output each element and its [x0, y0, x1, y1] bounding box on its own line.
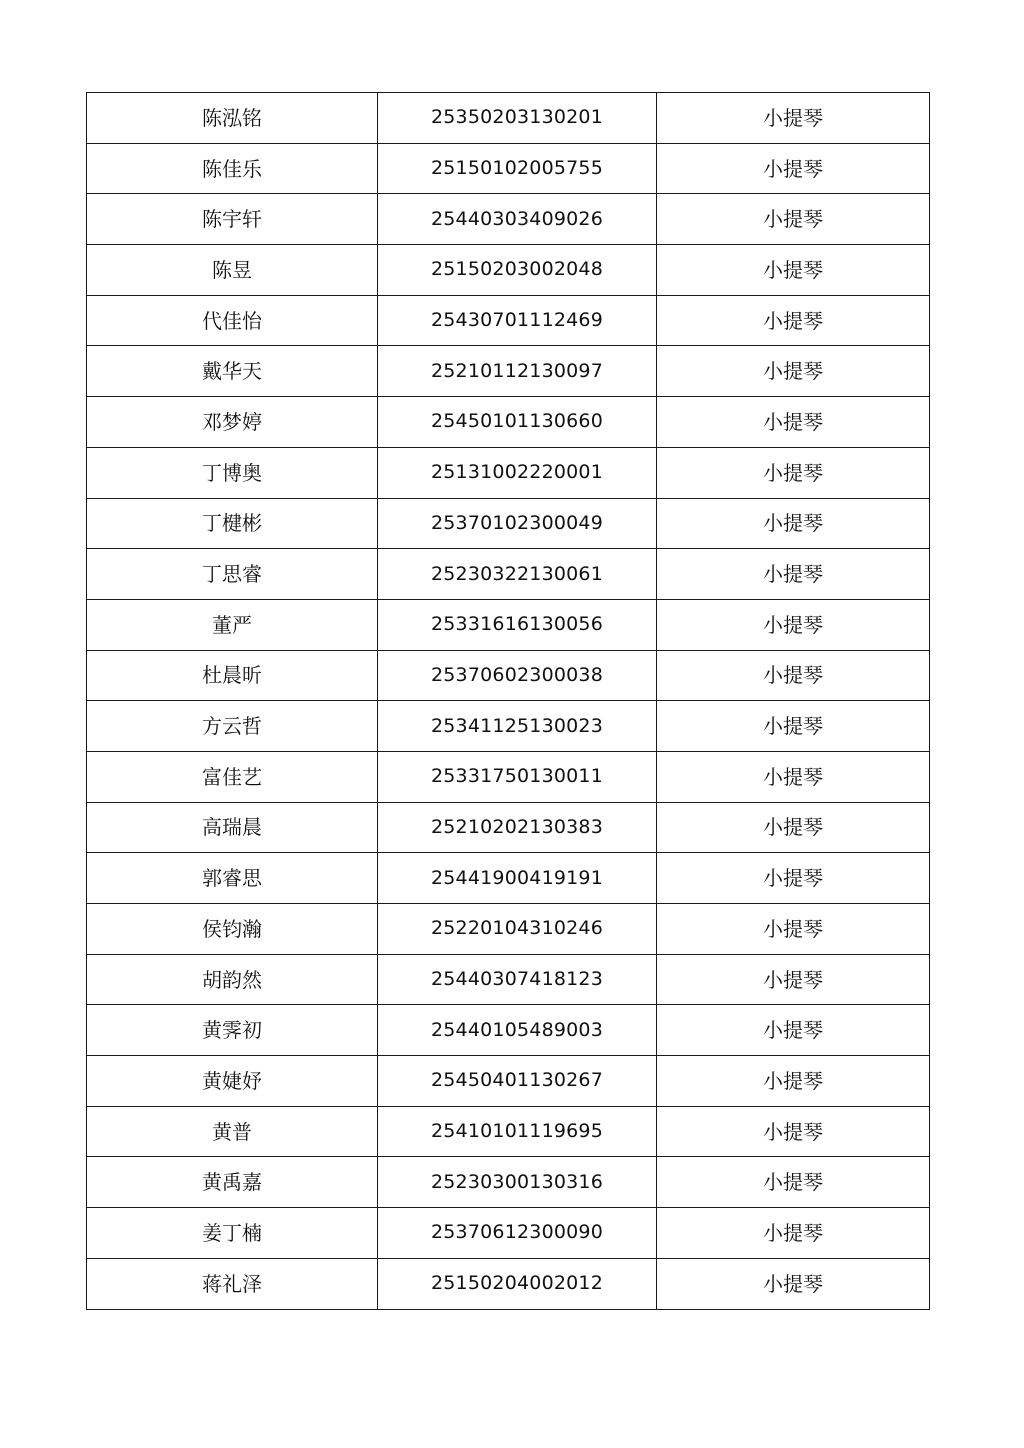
instrument-cell: 小提琴 [657, 1157, 930, 1208]
candidate-name-cell: 郭睿思 [87, 853, 378, 904]
candidate-name-cell: 戴华天 [87, 346, 378, 397]
table-row [87, 1005, 930, 1056]
candidate-name-cell: 姜丁楠 [87, 1208, 378, 1259]
exam-id-cell: 25370612300090 [378, 1208, 657, 1259]
table-row [87, 143, 930, 194]
candidate-name-cell: 丁思睿 [87, 549, 378, 600]
exam-id-cell: 25350203130201 [378, 93, 657, 144]
candidate-name-cell: 邓梦婷 [87, 397, 378, 448]
candidate-name-cell: 蒋礼泽 [87, 1258, 378, 1309]
table-row [87, 751, 930, 802]
exam-id-cell: 25440105489003 [378, 1005, 657, 1056]
exam-id-cell: 25370602300038 [378, 650, 657, 701]
candidate-name-cell: 方云哲 [87, 701, 378, 752]
exam-id-cell: 25230322130061 [378, 549, 657, 600]
exam-id-cell: 25210112130097 [378, 346, 657, 397]
instrument-cell: 小提琴 [657, 397, 930, 448]
instrument-cell: 小提琴 [657, 93, 930, 144]
table-row [87, 1106, 930, 1157]
exam-id-cell: 25341125130023 [378, 701, 657, 752]
candidate-name-cell: 黄禹嘉 [87, 1157, 378, 1208]
instrument-cell: 小提琴 [657, 447, 930, 498]
table-row [87, 498, 930, 549]
exam-id-cell: 25150203002048 [378, 245, 657, 296]
candidate-name-cell: 代佳怡 [87, 295, 378, 346]
instrument-cell: 小提琴 [657, 143, 930, 194]
instrument-cell: 小提琴 [657, 904, 930, 955]
table-row [87, 954, 930, 1005]
table-row [87, 245, 930, 296]
instrument-cell: 小提琴 [657, 1258, 930, 1309]
exam-id-cell: 25150102005755 [378, 143, 657, 194]
table-row [87, 904, 930, 955]
table-row [87, 93, 930, 144]
table-row [87, 1208, 930, 1259]
candidate-name-cell: 杜晨昕 [87, 650, 378, 701]
candidate-name-cell: 侯钧瀚 [87, 904, 378, 955]
instrument-cell: 小提琴 [657, 751, 930, 802]
candidate-name-cell: 陈佳乐 [87, 143, 378, 194]
exam-id-cell: 25430701112469 [378, 295, 657, 346]
candidate-table-body [87, 93, 930, 1310]
candidate-name-cell: 陈昱 [87, 245, 378, 296]
instrument-cell: 小提琴 [657, 802, 930, 853]
candidate-name-cell: 陈宇轩 [87, 194, 378, 245]
candidate-name-cell: 富佳艺 [87, 751, 378, 802]
exam-id-cell: 25450401130267 [378, 1056, 657, 1107]
exam-id-cell: 25230300130316 [378, 1157, 657, 1208]
instrument-cell: 小提琴 [657, 650, 930, 701]
instrument-cell: 小提琴 [657, 295, 930, 346]
instrument-cell: 小提琴 [657, 245, 930, 296]
table-row [87, 295, 930, 346]
exam-id-cell: 25210202130383 [378, 802, 657, 853]
table-row [87, 1258, 930, 1309]
candidate-name-cell: 高瑞晨 [87, 802, 378, 853]
exam-id-cell: 25440307418123 [378, 954, 657, 1005]
table-row [87, 447, 930, 498]
instrument-cell: 小提琴 [657, 346, 930, 397]
table-row [87, 194, 930, 245]
instrument-cell: 小提琴 [657, 599, 930, 650]
candidate-name-cell: 黄霁初 [87, 1005, 378, 1056]
table-row [87, 599, 930, 650]
exam-id-cell: 25370102300049 [378, 498, 657, 549]
table-row [87, 397, 930, 448]
table-row [87, 701, 930, 752]
instrument-cell: 小提琴 [657, 1056, 930, 1107]
exam-id-cell: 25440303409026 [378, 194, 657, 245]
table-row [87, 802, 930, 853]
candidate-name-cell: 丁博奥 [87, 447, 378, 498]
exam-id-cell: 25150204002012 [378, 1258, 657, 1309]
table-row [87, 1157, 930, 1208]
exam-id-cell: 25450101130660 [378, 397, 657, 448]
exam-id-cell: 25131002220001 [378, 447, 657, 498]
candidate-name-cell: 黄婕妤 [87, 1056, 378, 1107]
instrument-cell: 小提琴 [657, 549, 930, 600]
instrument-cell: 小提琴 [657, 1208, 930, 1259]
table-row [87, 853, 930, 904]
instrument-cell: 小提琴 [657, 853, 930, 904]
instrument-cell: 小提琴 [657, 701, 930, 752]
exam-id-cell: 25220104310246 [378, 904, 657, 955]
candidate-name-cell: 丁楗彬 [87, 498, 378, 549]
exam-id-cell: 25441900419191 [378, 853, 657, 904]
candidate-name-cell: 黄普 [87, 1106, 378, 1157]
exam-id-cell: 25331616130056 [378, 599, 657, 650]
instrument-cell: 小提琴 [657, 1005, 930, 1056]
exam-id-cell: 25331750130011 [378, 751, 657, 802]
table-row [87, 549, 930, 600]
instrument-cell: 小提琴 [657, 498, 930, 549]
candidate-table [86, 92, 930, 1310]
table-row [87, 1056, 930, 1107]
exam-id-cell: 25410101119695 [378, 1106, 657, 1157]
instrument-cell: 小提琴 [657, 194, 930, 245]
instrument-cell: 小提琴 [657, 1106, 930, 1157]
table-row [87, 650, 930, 701]
table-row [87, 346, 930, 397]
instrument-cell: 小提琴 [657, 954, 930, 1005]
candidate-name-cell: 陈泓铭 [87, 93, 378, 144]
candidate-name-cell: 董严 [87, 599, 378, 650]
candidate-name-cell: 胡韵然 [87, 954, 378, 1005]
